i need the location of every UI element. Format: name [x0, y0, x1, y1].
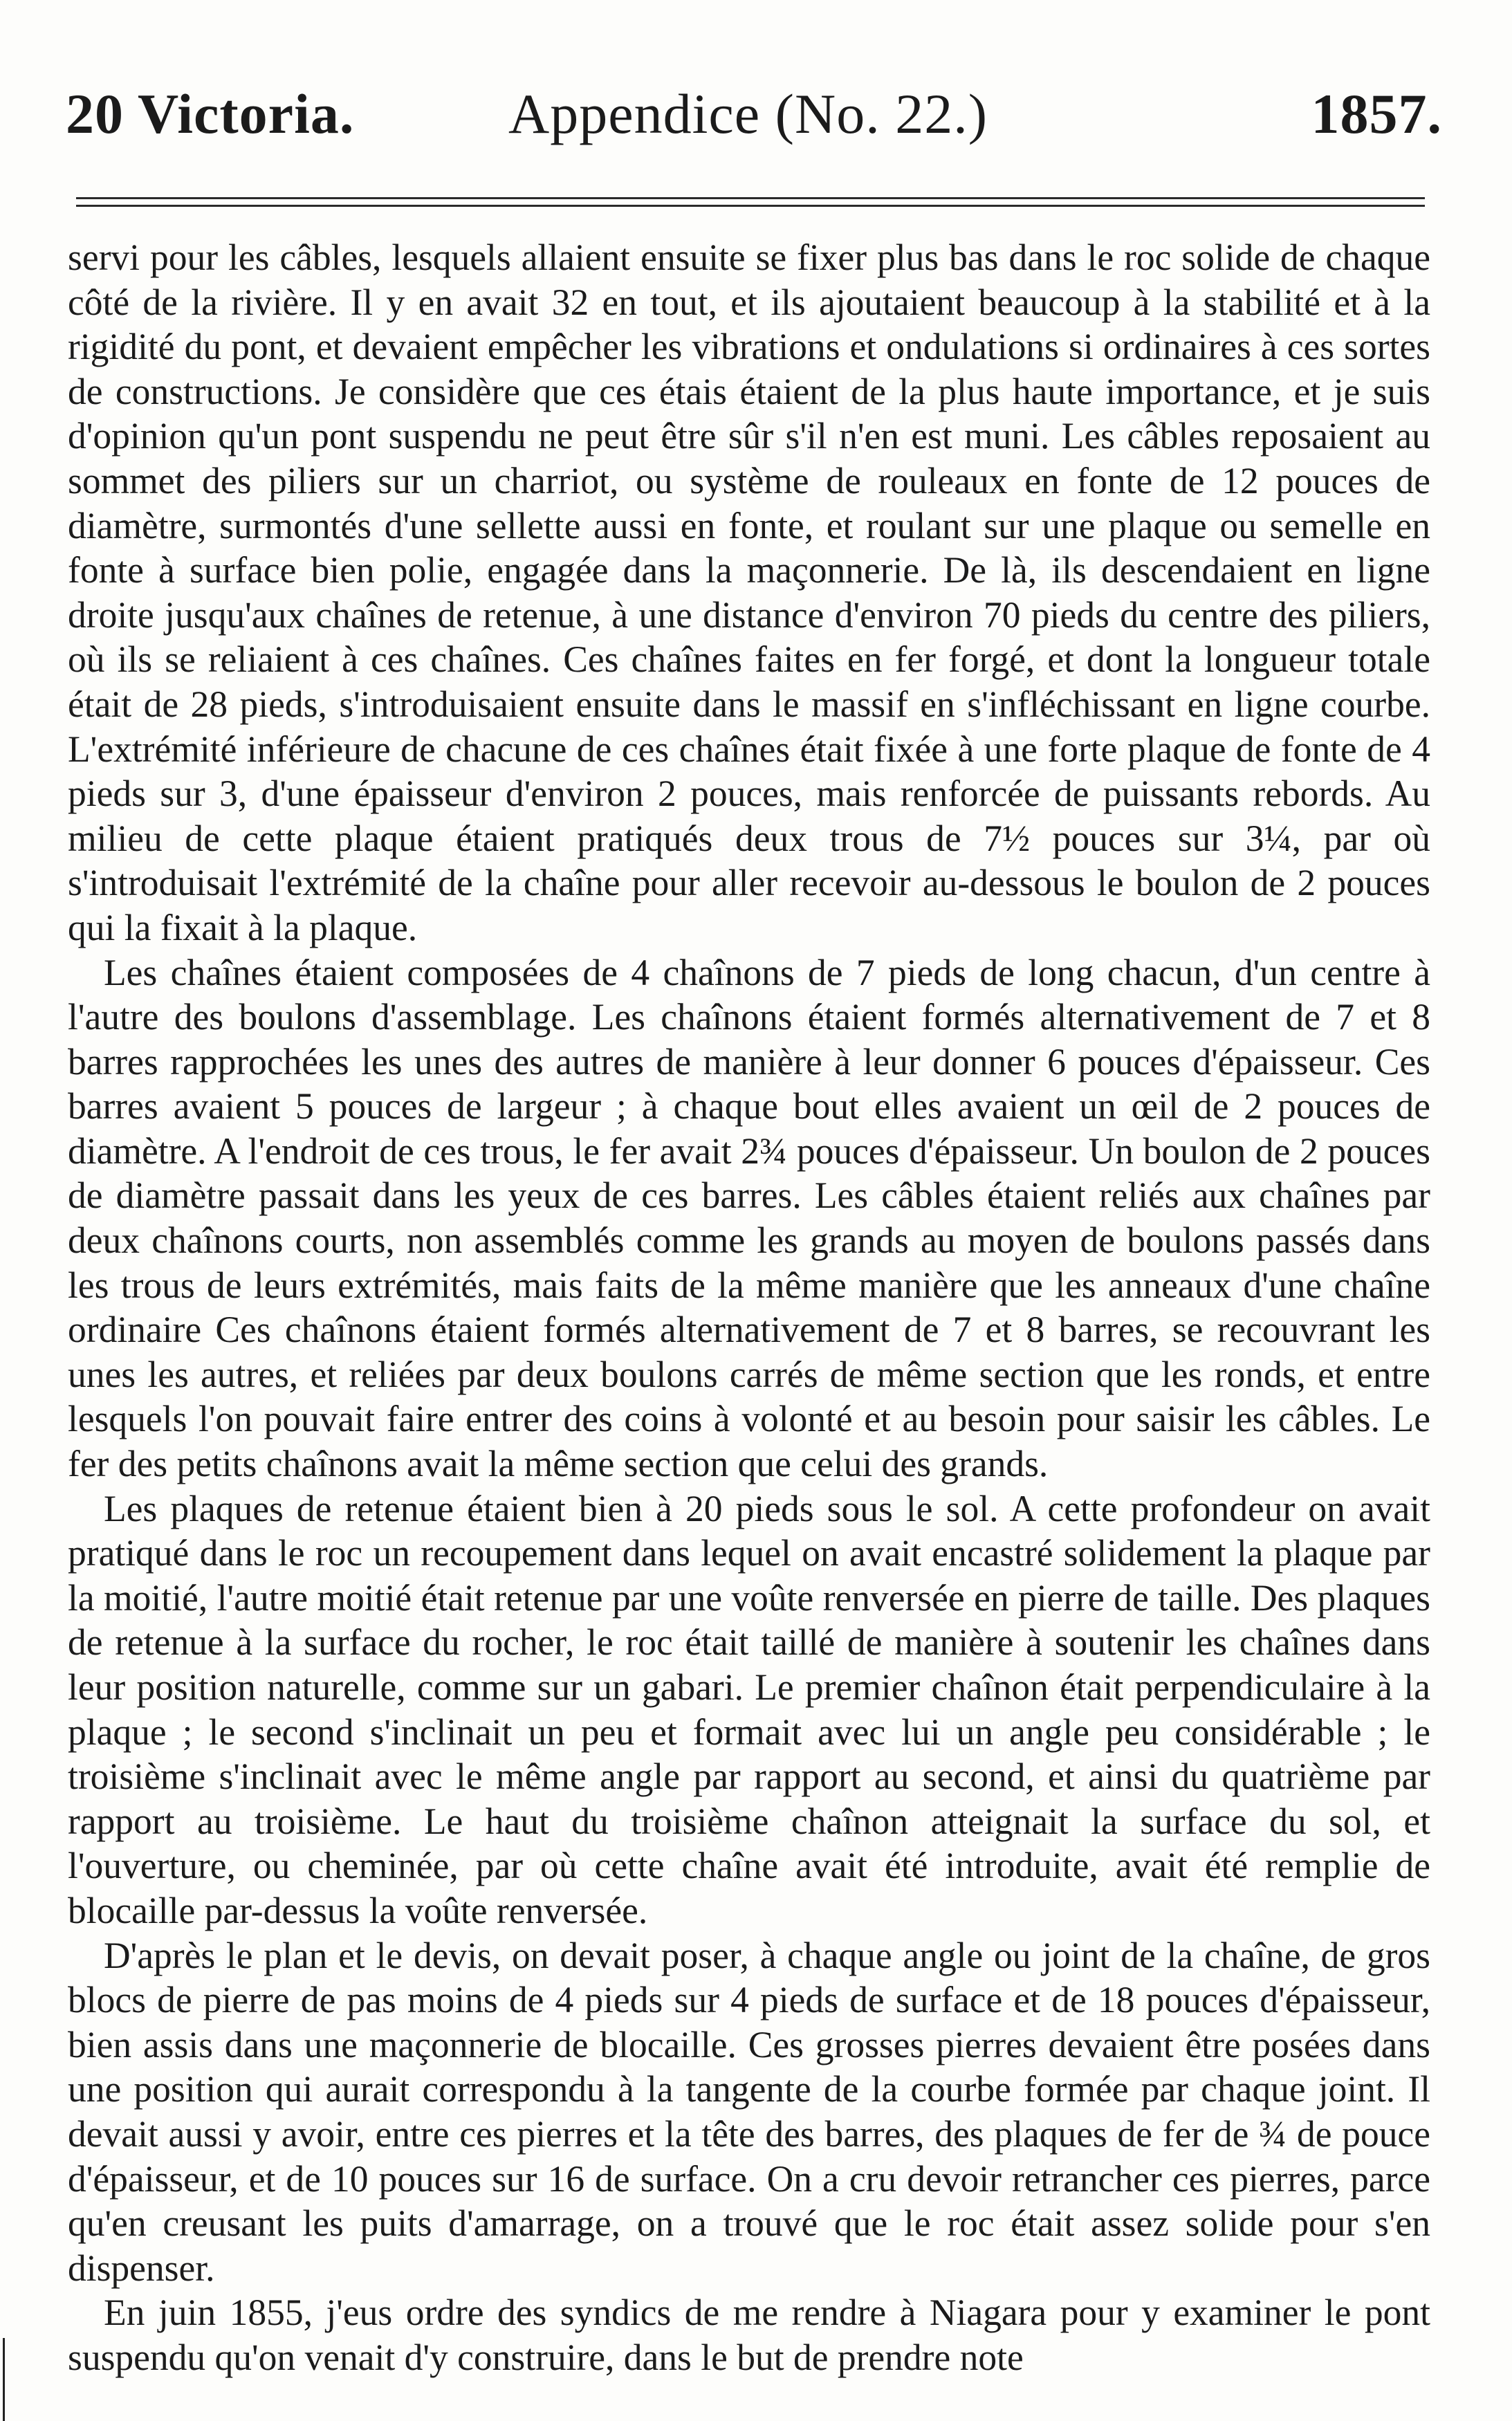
paragraph-5: En juin 1855, j'eus ordre des syndics de me rendre à Niagara pour y examiner le pont suspendu qu'on venait d'y construire, dans le but de prendre note [68, 2292, 1430, 2378]
header-rule-bottom [76, 205, 1425, 207]
paragraph-4: D'après le plan et le devis, on devait poser, à chaque angle ou joint de la chaîne, de gros blocs de pierre de pas moins de 4 pieds sur 4 pieds de surface et de 18 pouces d'épaisseur, bien assis dans une maçonnerie de blocaille. Ces grosses pierres devaient être posées dans une position qui aurait correspondu à la tangente de la courbe formée par chaque joint. Il devait aussi y avoir, entre ces pierres et la tête des barres, des plaques de fer de ¾ de pouce d'épaisseur, et de 10 pouces sur 16 de surface. On a cru devoir retrancher ces pierres, parce qu'en creusant les puits d'amarrage, on a trouvé que le roc était assez solide pour s'en dispenser. [68, 1934, 1430, 2289]
page-header [66, 73, 1442, 156]
body-text [68, 235, 1430, 2380]
header-session: 20 Victoria. [66, 82, 355, 145]
paragraph-2: Les chaînes étaient composées de 4 chaînons de 7 pieds de long chacun, d'un centre à l'autre des boulons d'assemblage. Les chaînons étaient formés alternativement de 7 et 8 barres rapprochées les unes des autres de manière à leur donner 6 pouces d'épaisseur. Ces barres avaient 5 pouces de largeur ; à chaque bout elles avaient un œil de 2 pouces de diamètre. A l'endroit de ces trous, le fer avait 2¾ pouces d'épaisseur. Un boulon de 2 pouces de diamètre passait dans les yeux de ces barres. Les câbles étaient reliés aux chaînes par deux chaînons courts, non assemblés comme les grands au moyen de boulons passés dans les trous de leurs extrémités, mais faits de la même manière que les anneaux d'une chaîne ordinaire Ces chaînons étaient formés alternativement de 7 et 8 barres, se recouvrant les unes les autres, et reliées par deux boulons carrés de même section que les ronds, et entre lesquels l'on pouvait faire entrer des coins à volonté et au besoin pour saisir les câbles. Le fer des petits chaînons avait la même section que celui des grands. [68, 951, 1430, 1485]
binding-edge-mark [3, 2338, 5, 2421]
paragraph-3: Les plaques de retenue étaient bien à 20 pieds sous le sol. A cette profondeur on avait pratiqué dans le roc un recoupement dans lequel on avait encastré solidement la plaque par la moitié, l'autre moitié était retenue par une voûte renversée en pierre de taille. Des plaques de retenue à la surface du rocher, le roc était taillé de manière à soutenir les chaînes dans leur position naturelle, comme sur un gabari. Le premier chaînon était perpendiculaire à la plaque ; le second s'inclinait un peu et formait avec lui un angle peu considérable ; le troisième s'inclinait avec le même angle par rapport au second, et ainsi du quatrième par rapport au troisième. Le haut du troisième chaînon atteignait la surface du sol, et l'ouverture, ou cheminée, par où cette chaîne avait été introduite, avait été remplie de blocaille par-dessus la voûte renversée. [68, 1487, 1430, 1931]
header-appendix: Appendice (No. 22.) [508, 82, 988, 145]
header-year: 1857. [1311, 82, 1442, 145]
paragraph-1: servi pour les câbles, lesquels allaient ensuite se fixer plus bas dans le roc solide de chaque côté de la rivière. Il y en avait 32 en tout, et ils ajoutaient beaucoup à la stabilité et à la rigidité du pont, et devaient empêcher les vibrations et ondulations si ordinaires à ces sortes de constructions. Je considère que ces étais étaient de la plus haute importance, et je suis d'opinion qu'un pont suspendu ne peut être sûr s'il n'en est muni. Les câbles reposaient au sommet des piliers sur un charriot, ou système de rouleaux en fonte de 12 pouces de diamètre, surmontés d'une sellette aussi en fonte, et roulant sur une plaque ou semelle en fonte à surface bien polie, engagée dans la maçonnerie. De là, ils descendaient en ligne droite jusqu'aux chaînes de retenue, à une distance d'environ 70 pieds du centre des piliers, où ils se reliaient à ces chaînes. Ces chaînes faites en fer forgé, et dont la longueur totale était de 28 pieds, s'introduisaient ensuite dans le massif en s'infléchissant en ligne courbe. L'extrémité inférieure de chacune de ces chaînes était fixée à une forte plaque de fonte de 4 pieds sur 3, d'une épaisseur d'environ 2 pouces, mais renforcée de puissants rebords. Au milieu de cette plaque étaient pratiqués deux trous de 7½ pouces sur 3¼, par où s'introduisait l'extrémité de la chaîne pour aller recevoir au-dessous le boulon de 2 pouces qui la fixait à la plaque. [68, 237, 1430, 948]
header-rule-top [76, 197, 1425, 199]
